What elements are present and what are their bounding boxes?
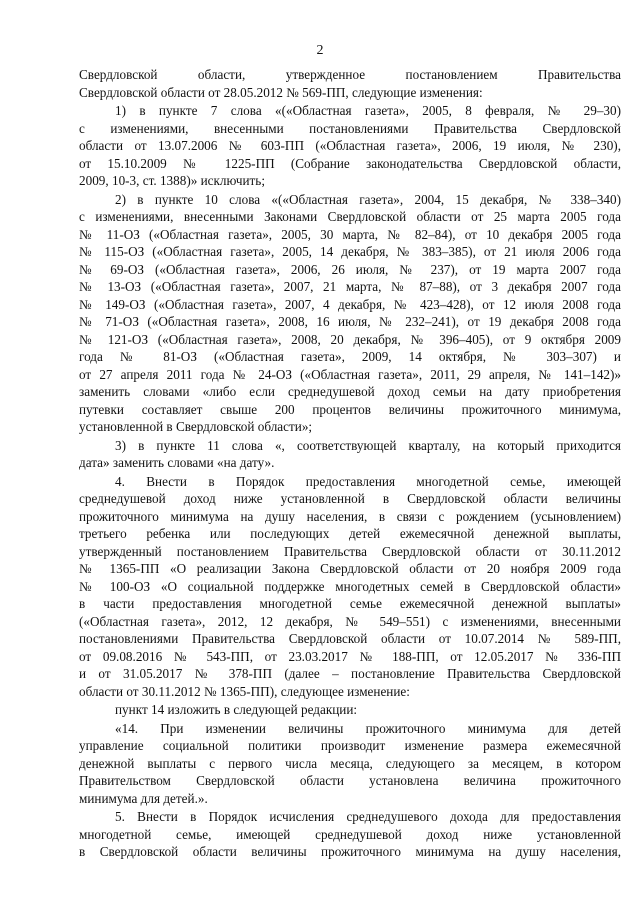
paragraph bbox=[79, 473, 621, 701]
text-line: пункт 14 изложить в следующей редакции: bbox=[115, 702, 358, 717]
page-number: 2 bbox=[316, 43, 324, 58]
text-line: с изменениями, внесенными Законами Свердловской области от 25 марта 2005 года bbox=[79, 209, 621, 224]
text-line: третьего ребенка или последующих детей ежемесячной денежной выплаты, bbox=[79, 526, 621, 541]
text-line: среднедушевой доход ниже установленной в Свердловской области величины bbox=[79, 491, 621, 506]
text-line: путевки составляет свыше 200 процентов величины прожиточного минимума, bbox=[79, 401, 621, 417]
text-line: прожиточного минимума на душу населения, в связи с рождением (усыновлением) bbox=[79, 508, 621, 524]
text-line: № 100-ОЗ «О социальной поддержке многодетных семей в Свердловской области» bbox=[79, 578, 621, 594]
paragraph bbox=[79, 808, 621, 861]
text-line: денежной выплаты с первого числа месяца, следующего за месяцем, в котором bbox=[79, 755, 621, 771]
paragraph bbox=[79, 701, 621, 719]
text-line: установленной в Свердловской области»; bbox=[79, 419, 313, 434]
text-line: года № 81-ОЗ («Областная газета», 2009, 14 октября, № 303–307) и bbox=[79, 349, 621, 364]
text-line: № 121-ОЗ («Областная газета», 2008, 20 декабря, № 396–405), от 9 октября 2009 bbox=[79, 331, 621, 347]
text-line: 4. Внести в Порядок предоставления многодетной семье, имеющей bbox=[115, 473, 621, 489]
text-line: Правительством Свердловской области установлена величина прожиточного bbox=[79, 773, 621, 788]
text-line: в Свердловской области величины прожиточного минимума на душу населения, bbox=[79, 844, 621, 859]
text-line: многодетной семье, имеющей среднедушевой доход ниже установленной bbox=[79, 826, 621, 842]
text-line: и от 31.05.2017 № 378-ПП (далее – постановление Правительства Свердловской bbox=[79, 666, 621, 681]
text-line: постановлениями Правительства Свердловской области от 10.07.2014 № 589-ПП, bbox=[79, 631, 621, 646]
text-line: Свердловской области от 28.05.2012 № 569-ПП, следующие изменения: bbox=[79, 84, 483, 100]
text-line: 2009, 10-3, ст. 1388)» исключить; bbox=[79, 173, 265, 188]
text-line: № 149-ОЗ («Областная газета», 2007, 4 декабря, № 423–428), от 12 июля 2008 года bbox=[79, 296, 621, 312]
text-line: Свердловской области, утвержденное постановлением Правительства bbox=[79, 67, 621, 82]
text-line: дата» заменить словами «на дату». bbox=[79, 455, 275, 470]
paragraph bbox=[79, 720, 621, 808]
text-line: № 11-ОЗ («Областная газета», 2005, 30 марта, № 82–84), от 10 декабря 2005 года bbox=[79, 226, 621, 242]
text-line: 1) в пункте 7 слова «(«Областная газета», 2005, 8 февраля, № 29–30) bbox=[115, 103, 621, 118]
text-line: № 13-ОЗ («Областная газета», 2007, 21 марта, № 87–88), от 3 декабря 2007 года bbox=[79, 279, 621, 294]
paragraph bbox=[79, 191, 621, 436]
text-line: с изменениями, внесенными постановлениями Правительства Свердловской bbox=[79, 120, 621, 136]
text-line: 5. Внести в Порядок исчисления среднедушевого дохода для предоставления bbox=[115, 809, 621, 824]
paragraph bbox=[79, 437, 621, 472]
text-line: заменить словами «либо если среднедушевой доход семьи на дату приобретения bbox=[79, 384, 621, 399]
text-line: в части предоставления многодетной семье ежемесячной денежной выплаты» bbox=[79, 596, 621, 611]
text-line: «14. При изменении величины прожиточного минимума для детей bbox=[115, 720, 621, 736]
text-line: области от 30.11.2012 № 1365-ПП), следующее изменение: bbox=[79, 683, 410, 699]
document-body bbox=[79, 66, 621, 861]
paragraph bbox=[79, 66, 621, 101]
text-line: управление социальной политики производит изменение размера ежемесячной bbox=[79, 738, 621, 753]
text-line: от 09.08.2016 № 543-ПП, от 23.03.2017 № 188-ПП, от 12.05.2017 № 336-ПП bbox=[79, 648, 621, 664]
text-line: № 1365-ПП «О реализации Закона Свердловской области от 20 ноября 2009 года bbox=[79, 561, 621, 576]
text-line: от 27 апреля 2011 года № 24-ОЗ («Областная газета», 2011, 29 апреля, № 141–142)» bbox=[79, 366, 621, 382]
text-line: 2) в пункте 10 слова «(«Областная газета», 2004, 15 декабря, № 338–340) bbox=[115, 191, 621, 207]
text-line: минимума для детей.». bbox=[79, 790, 208, 806]
text-line: области от 13.07.2006 № 603-ПП («Областная газета», 2006, 19 июля, № 230), bbox=[79, 138, 621, 153]
text-line: № 71-ОЗ («Областная газета», 2008, 16 июля, № 232–241), от 19 декабря 2008 года bbox=[79, 314, 621, 329]
paragraph bbox=[79, 102, 621, 190]
text-line: 3) в пункте 11 слова «, соответствующей кварталу, на который приходится bbox=[115, 437, 621, 453]
text-line: от 15.10.2009 № 1225-ПП (Собрание законодательства Свердловской области, bbox=[79, 155, 621, 171]
text-line: («Областная газета», 2012, 12 декабря, № 549–551) с изменениями, внесенными bbox=[79, 613, 621, 629]
text-line: № 69-ОЗ («Областная газета», 2006, 26 июля, № 237), от 19 марта 2007 года bbox=[79, 261, 621, 277]
text-line: № 115-ОЗ («Областная газета», 2005, 14 декабря, № 383–385), от 21 июля 2006 года bbox=[79, 244, 621, 259]
text-line: утвержденный постановлением Правительства Свердловской области от 30.11.2012 bbox=[79, 543, 621, 559]
